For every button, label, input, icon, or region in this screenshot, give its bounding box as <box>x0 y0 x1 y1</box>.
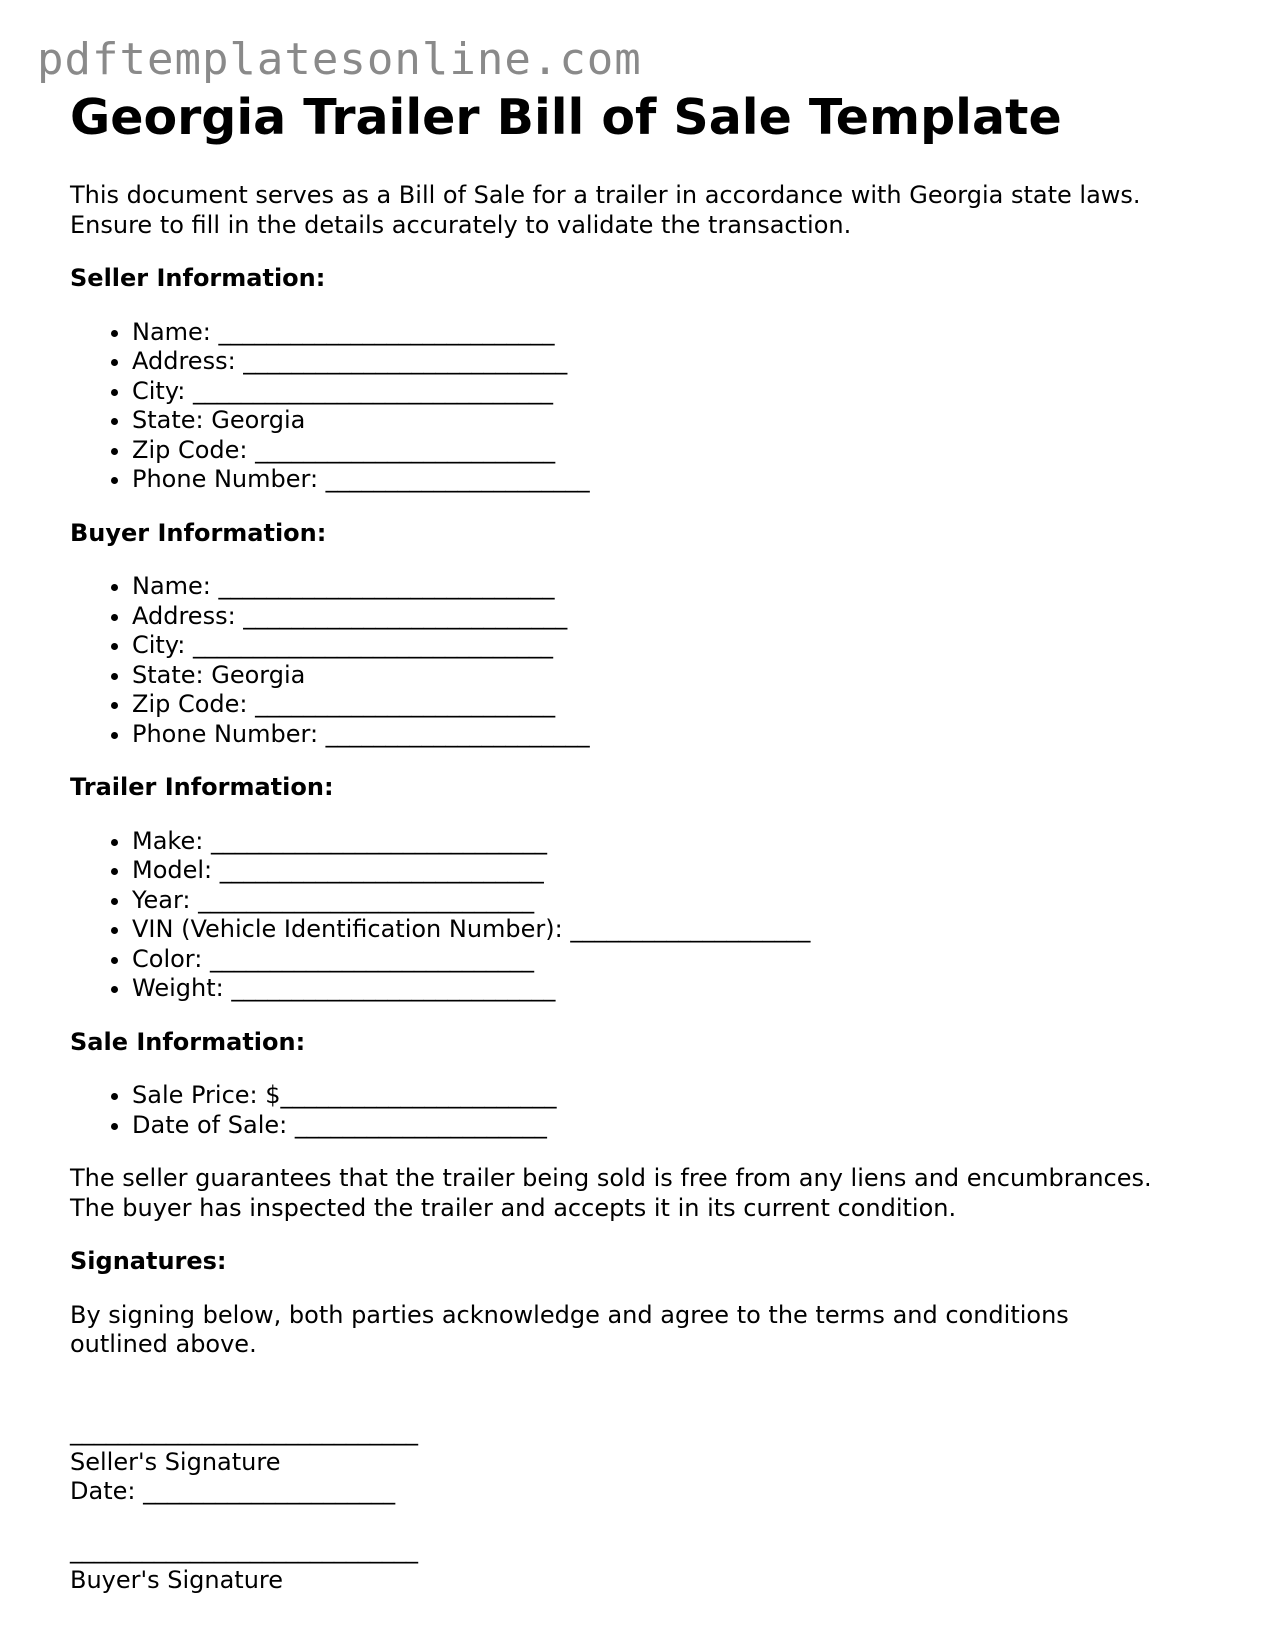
buyer-name-field: • Name: ____________________________ <box>132 572 1230 602</box>
guarantee-line-2: The buyer has inspected the trailer and accepts it in its current condition. <box>70 1193 957 1222</box>
trailer-weight-field: • Weight: ___________________________ <box>132 974 1230 1004</box>
buyer-city-field: • City: ______________________________ <box>132 631 1230 661</box>
buyer-signature-label: Buyer's Signature <box>70 1565 284 1594</box>
guarantee-line-1: The seller guarantees that the trailer being sold is free from any liens and encumbrances. <box>70 1164 1152 1192</box>
signatures-line-1: By signing below, both parties acknowledge and agree to the terms and conditions <box>70 1300 1069 1329</box>
seller-address-field: • Address: ___________________________ <box>132 347 1230 377</box>
buyer-state-field: • State: Georgia <box>132 661 1230 691</box>
intro-line-2: Ensure to fill in the details accurately to validate the transaction. <box>70 210 852 239</box>
buyer-address-field: • Address: ___________________________ <box>132 602 1230 632</box>
signatures-heading: Signatures: <box>70 1247 227 1275</box>
seller-signature-line: _____________________________ <box>70 1418 418 1446</box>
intro-line-1: This document serves as a Bill of Sale for a trailer in accordance with Georgia state laws. <box>70 181 1141 209</box>
signatures-paragraph <box>70 1301 1230 1360</box>
buyer-signature-line: _____________________________ <box>70 1536 418 1564</box>
seller-state-field: • State: Georgia <box>132 406 1230 436</box>
trailer-list <box>70 827 1230 1004</box>
sale-date-field: • Date of Sale: _____________________ <box>132 1111 1230 1141</box>
seller-city-field: • City: ______________________________ <box>132 377 1230 407</box>
signatures-line-2: outlined above. <box>70 1330 257 1358</box>
trailer-color-field: • Color: ___________________________ <box>132 945 1230 975</box>
sale-price-field: • Sale Price: $_______________________ <box>132 1081 1230 1111</box>
seller-signature-label: Seller's Signature <box>70 1447 281 1476</box>
seller-date-field: Date: _____________________ <box>70 1477 396 1505</box>
seller-heading: Seller Information: <box>70 264 326 292</box>
buyer-heading: Buyer Information: <box>70 518 327 547</box>
seller-phone-field: • Phone Number: ______________________ <box>132 465 1230 495</box>
trailer-year-field: • Year: ____________________________ <box>132 886 1230 916</box>
document-body <box>70 86 1230 1595</box>
seller-zip-field: • Zip Code: _________________________ <box>132 436 1230 466</box>
sale-heading: Sale Information: <box>70 1027 306 1056</box>
watermark: pdftemplatesonline.com <box>37 34 642 85</box>
buyer-zip-field: • Zip Code: _________________________ <box>132 690 1230 720</box>
buyer-list <box>70 572 1230 749</box>
trailer-model-field: • Model: ___________________________ <box>132 856 1230 886</box>
seller-name-field: • Name: ____________________________ <box>132 318 1230 348</box>
page-title: Georgia Trailer Bill of Sale Template <box>70 89 1062 146</box>
trailer-make-field: • Make: ____________________________ <box>132 827 1230 857</box>
trailer-vin-field: • VIN (Vehicle Identification Number): ____________________ <box>132 915 1230 945</box>
signature-block <box>70 1389 1230 1596</box>
intro-paragraph <box>70 181 1230 240</box>
guarantee-paragraph <box>70 1164 1230 1223</box>
buyer-phone-field: • Phone Number: ______________________ <box>132 720 1230 750</box>
trailer-heading: Trailer Information: <box>70 773 334 801</box>
sale-list <box>70 1081 1230 1140</box>
seller-list <box>70 318 1230 495</box>
